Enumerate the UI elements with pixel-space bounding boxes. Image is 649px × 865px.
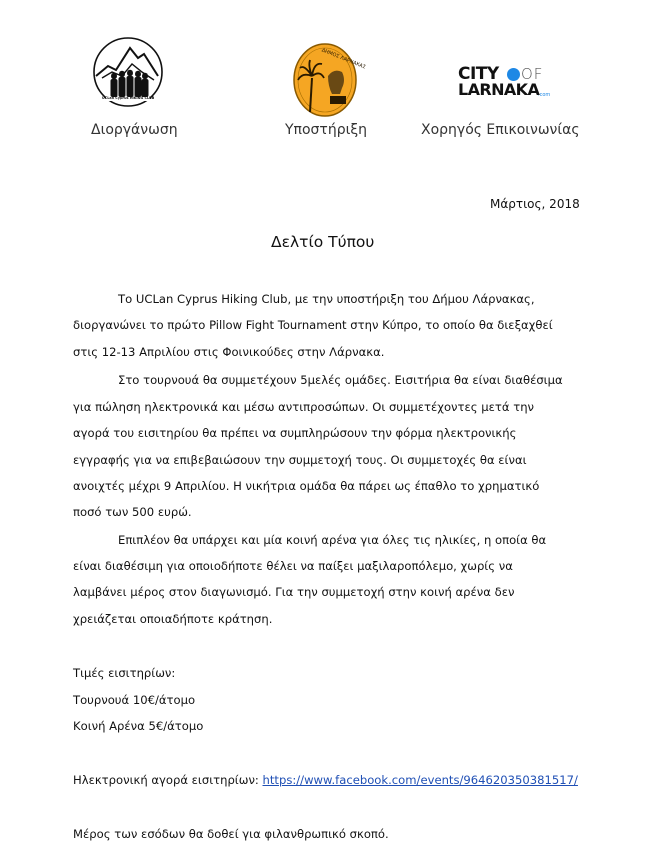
paragraph-line: εγγραφής για να επιβεβαιώσουν την συμμετοχή τους. Οι συμμετοχές θα είναι [73, 453, 527, 467]
purchase-line [73, 773, 578, 787]
paragraph-line: Στο τουρνουά θα συμμετέχουν 5μελές ομάδες. Εισιτήρια θα είναι διαθέσιμα [118, 373, 563, 387]
support-logo-text: ΔΗΜΟΣ ΛΑΡΝΑΚΑΣ [320, 47, 367, 71]
price-arena: Κοινή Αρένα 5€/άτομο [73, 719, 204, 733]
document-title: Δελτίο Τύπου [271, 233, 375, 251]
organizer-logo [92, 36, 164, 108]
logo-of: OF [521, 65, 544, 83]
support-caption: Υποστήριξη [285, 122, 368, 138]
paragraph-line: χρειάζεται οποιαδήποτε κράτηση. [73, 612, 273, 626]
facebook-event-link[interactable]: https://www.facebook.com/events/964620350381517/ [262, 773, 578, 787]
paragraph-line: ανοιχτές μέχρι 9 Απριλίου. Η νικήτρια ομάδα θα πάρει ως έπαθλο το χρηματικό [73, 479, 540, 493]
paragraph-line: αγορά του εισιτηρίου θα πρέπει να συμπληρώσουν την φόρμα ηλεκτρονικής [73, 426, 517, 440]
purchase-label: Ηλεκτρονική αγορά εισιτηρίων: [73, 773, 259, 787]
paragraph-line: στις 12-13 Απριλίου στις Φοινικούδες στην Λάρνακα. [73, 345, 385, 359]
paragraph-line: Επιπλέον θα υπάρχει και μία κοινή αρένα για όλες τις ηλικίες, η οποία θα [118, 533, 547, 547]
sponsor-caption: Χορηγός Επικοινωνίας [421, 122, 580, 138]
logo-larnaka: LARNAKA [458, 80, 540, 99]
city-of-larnaka-logo-icon [458, 66, 558, 106]
paragraph-line: για πώληση ηλεκτρονικά και μέσω αντιπροσώπων. Οι συμμετέχοντες μετά την [73, 400, 535, 414]
logo-city: CITY [458, 64, 499, 84]
paragraph-line: Το UCLan Cyprus Hiking Club, με την υποστήριξη του Δήμου Λάρνακας, [118, 292, 535, 306]
paragraph-line: λαμβάνει μέρος στον διαγωνισμό. Για την συμμετοχή στην κοινή αρένα δεν [73, 585, 515, 599]
prices-heading: Τιμές εισιτηρίων: [73, 666, 176, 680]
logo-com: .com [538, 92, 551, 98]
price-tournament: Τουρνουά 10€/άτομο [73, 693, 196, 707]
organizer-logo-text: UCLan Cyprus HIKING CLUB [102, 96, 154, 100]
paragraph-line: είναι διαθέσιμη για οποιοδήποτε θέλει να παίξει μαξιλαροπόλεμο, χωρίς να [73, 559, 513, 573]
paragraph-line: ποσό των 500 ευρώ. [73, 505, 192, 519]
support-logo [292, 42, 367, 118]
sponsor-logo [458, 66, 558, 106]
organizer-caption: Διοργάνωση [91, 122, 178, 138]
closing-note: Μέρος των εσόδων θα δοθεί για φιλανθρωπικό σκοπό. [73, 827, 389, 841]
document-date: Μάρτιος, 2018 [490, 197, 580, 211]
paragraph-line: διοργανώνει το πρώτο Pillow Fight Tournament στην Κύπρο, το οποίο θα διεξαχθεί [73, 318, 553, 332]
